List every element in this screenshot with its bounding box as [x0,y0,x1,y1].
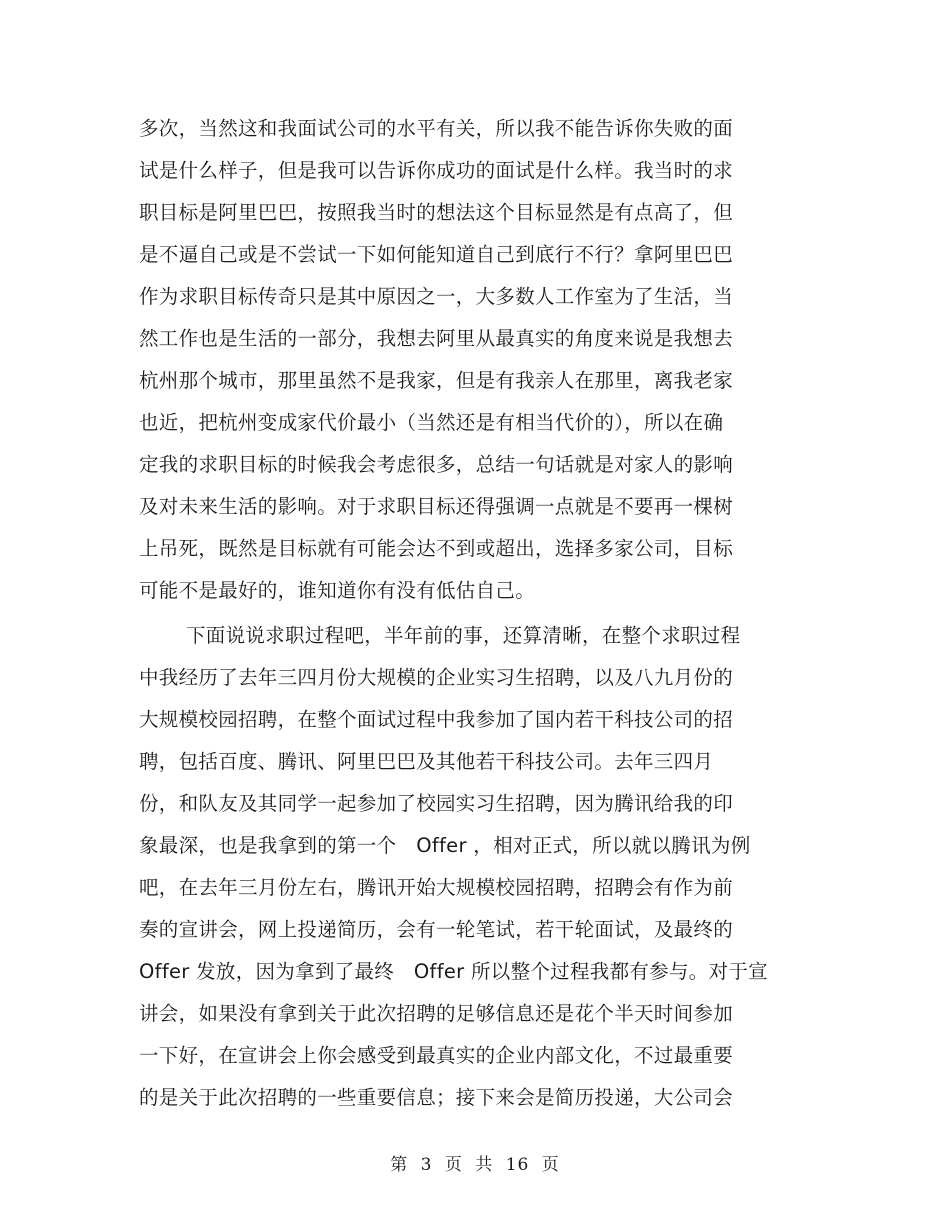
text-line: 吧，在去年三月份左右，腾讯开始大规模校园招聘，招聘会有作为前 [139,876,734,899]
text-line: 作为求职目标传奇只是其中原因之一，大多数人工作室为了生活，当 [139,285,734,308]
text-line: 大规模校园招聘，在整个面试过程中我参加了国内若干科技公司的招 [139,708,734,731]
text-line: 试是什么样子，但是我可以告诉你成功的面试是什么样。我当时的求 [139,159,734,182]
text-line: 职目标是阿里巴巴，按照我当时的想法这个目标显然是有点高了，但 [139,201,734,224]
text-line: 是不逼自己或是不尝试一下如何能知道自己到底行不行？拿阿里巴巴 [139,243,734,266]
text-line: 杭州那个城市，那里虽然不是我家，但是有我亲人在那里，离我老家 [139,369,734,392]
text-line: 份，和队友及其同学一起参加了校园实习生招聘，因为腾讯给我的印 [139,792,734,815]
text-line: 聘，包括百度、腾讯、阿里巴巴及其他若干科技公司。去年三四月 [139,750,714,773]
text-line: 讲会，如果没有拿到关于此次招聘的足够信息还是花个半天时间参加 [139,1002,734,1025]
text-line: 中我经历了去年三四月份大规模的企业实习生招聘，以及八九月份的 [139,666,734,689]
text-line: Offer 发放，因为拿到了最终 Offer 所以整个过程我都有参与。对于宣 [139,960,768,983]
text-line: 然工作也是生活的一部分，我想去阿里从最真实的角度来说是我想去 [139,327,734,350]
text-line: 多次，当然这和我面试公司的水平有关，所以我不能告诉你失败的面 [139,117,734,140]
text-line: 的是关于此次招聘的一些重要信息；接下来会是简历投递，大公司会 [139,1086,734,1109]
text-line: 也近，把杭州变成家代价最小（当然还是有相当代价的），所以在确 [139,411,724,434]
text-line: 定我的求职目标的时候我会考虑很多，总结一句话就是对家人的影响 [139,453,734,476]
text-line: 象最深，也是我拿到的第一个 Offer ，相对正式，所以就以腾讯为例 [139,834,751,857]
text-line: 可能不是最好的，谁知道你有没有低估自己。 [139,579,536,602]
text-line: 奏的宣讲会，网上投递简历，会有一轮笔试，若干轮面试，及最终的 [139,918,734,941]
text-line: 上吊死，既然是目标就有可能会达不到或超出，选择多家公司，目标 [139,537,734,560]
paragraph-first-line: 下面说说求职过程吧，半年前的事，还算清晰，在整个求职过程 [186,624,741,647]
text-line: 及对未来生活的影响。对于求职目标还得强调一点就是不要再一棵树 [139,495,734,518]
page-number: 第 3 页 共 16 页 [390,1155,560,1175]
text-line: 一下好，在宣讲会上你会感受到最真实的企业内部文化，不过最重要 [139,1044,734,1067]
